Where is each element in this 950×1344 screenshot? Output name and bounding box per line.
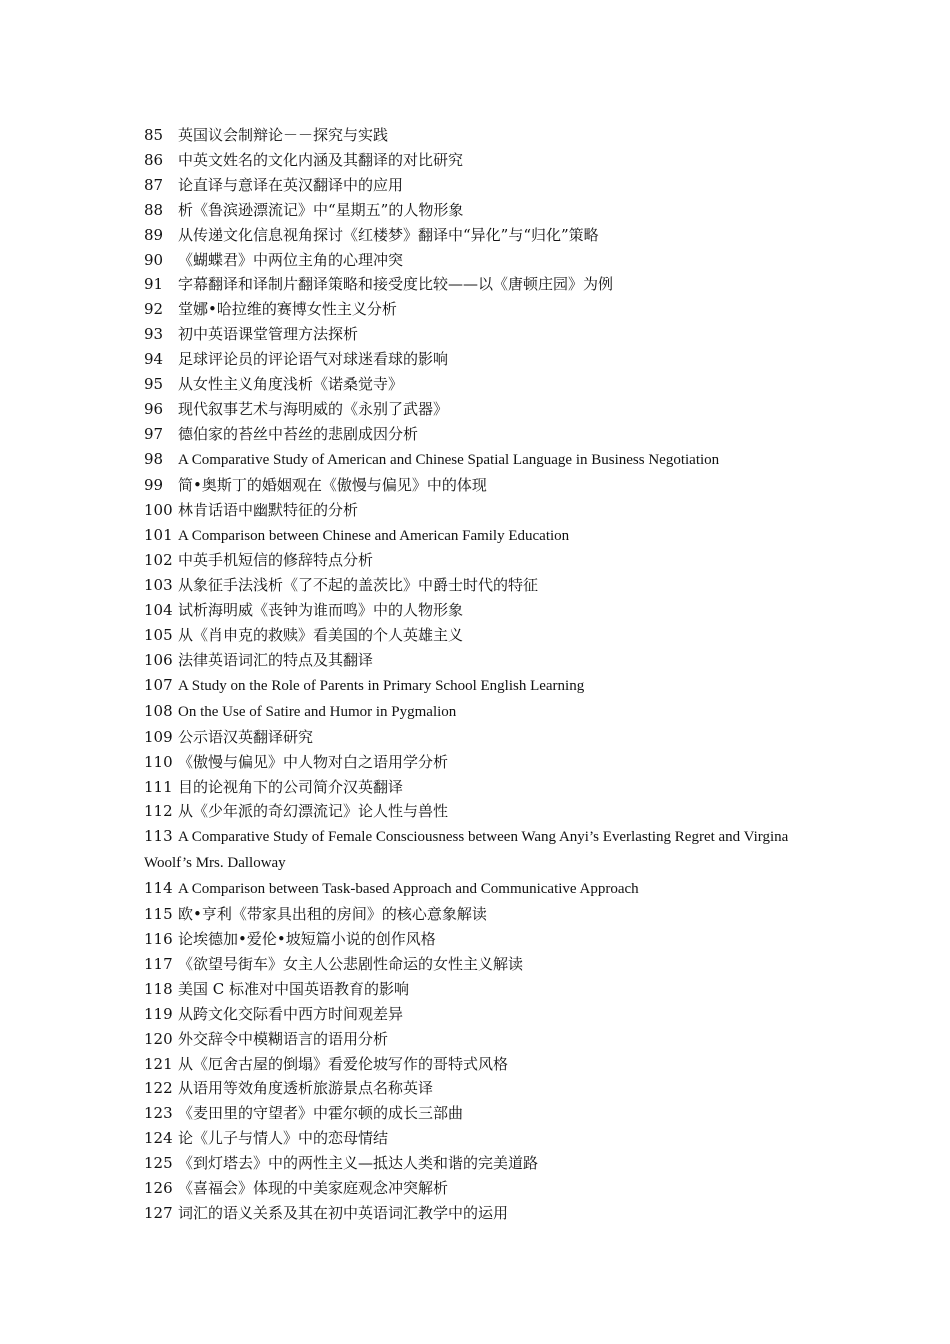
item-number: 112 [144, 802, 173, 821]
item-title: 《傲慢与偏见》中人物对白之语用学分析 [178, 752, 449, 771]
item-number: 106 [144, 651, 173, 670]
item-number: 104 [144, 601, 173, 620]
list-item [144, 123, 824, 148]
item-title: 《蝴蝶君》中两位主角的心理冲突 [178, 250, 404, 269]
item-title: 中英手机短信的修辞特点分析 [178, 551, 374, 570]
list-item [144, 902, 824, 927]
item-title: 从语用等效角度透析旅游景点名称英译 [178, 1079, 434, 1098]
list-item [144, 1052, 824, 1077]
list-item [144, 648, 824, 673]
item-title: 从跨文化交际看中西方时间观差异 [178, 1004, 404, 1023]
item-number: 114 [144, 879, 173, 898]
item-title: 从传递文化信息视角探讨《红楼梦》翻译中“异化”与“归化”策略 [178, 225, 599, 244]
item-title: 《欲望号街车》女主人公悲剧性命运的女性主义解读 [178, 954, 524, 973]
list-item [144, 699, 824, 725]
item-title: 从《少年派的奇幻漂流记》论人性与兽性 [178, 802, 449, 821]
list-item [144, 952, 824, 977]
item-number: 100 [144, 500, 173, 519]
item-title: 从女性主义角度浅析《诺桑觉寺》 [178, 375, 404, 394]
item-title: 中英文姓名的文化内涵及其翻译的对比研究 [178, 150, 464, 169]
list-item [144, 498, 824, 523]
item-title: 足球评论员的评论语气对球迷看球的影响 [178, 350, 449, 369]
list-item [144, 1126, 824, 1151]
list-item [144, 824, 824, 876]
item-number: 88 [144, 200, 164, 219]
list-item [144, 198, 824, 223]
item-title: 外交辞令中模糊语言的语用分析 [178, 1029, 389, 1048]
item-number: 99 [144, 475, 164, 494]
item-number: 92 [144, 300, 164, 319]
item-title: 初中英语课堂管理方法探析 [178, 325, 359, 344]
item-title: 堂娜•哈拉维的赛博女性主义分析 [178, 300, 397, 319]
item-number: 86 [144, 150, 164, 169]
list-item [144, 725, 824, 750]
item-number: 111 [144, 777, 173, 796]
item-title: 《喜福会》体现的中美家庭观念冲突解析 [178, 1179, 449, 1198]
list-item [144, 297, 824, 322]
list-item [144, 223, 824, 248]
item-title: 简•奥斯丁的婚姻观在《傲慢与偏见》中的体现 [178, 475, 487, 494]
item-number: 113 [144, 827, 173, 846]
item-number: 118 [144, 979, 173, 998]
item-number: 108 [144, 701, 173, 720]
list-item [144, 573, 824, 598]
list-item [144, 523, 824, 549]
item-number: 97 [144, 424, 164, 443]
item-title: 从《厄舍古屋的倒塌》看爱伦坡写作的哥特式风格 [178, 1054, 509, 1073]
item-number: 123 [144, 1104, 173, 1123]
list-item [144, 1201, 824, 1226]
item-title: 法律英语词汇的特点及其翻译 [178, 651, 374, 670]
item-number: 121 [144, 1054, 173, 1073]
item-title: 德伯家的苔丝中苔丝的悲剧成因分析 [178, 424, 419, 443]
item-number: 94 [144, 350, 164, 369]
item-number: 124 [144, 1129, 173, 1148]
item-title: 现代叙事艺术与海明威的《永别了武器》 [178, 399, 449, 418]
item-title: A Comparison between Task-based Approach and Communicative Approach [178, 881, 639, 898]
item-title: 论直译与意译在英汉翻译中的应用 [178, 175, 404, 194]
item-number: 91 [144, 275, 164, 294]
list-item [144, 598, 824, 623]
list-item [144, 775, 824, 800]
list-item [144, 623, 824, 648]
item-number: 115 [144, 905, 173, 924]
item-title: 论埃德加•爱伦•坡短篇小说的创作风格 [178, 930, 436, 948]
item-number: 117 [144, 954, 173, 973]
item-title: 词汇的语义关系及其在初中英语词汇教学中的运用 [178, 1203, 509, 1222]
item-number: 105 [144, 626, 173, 645]
item-number: 103 [144, 576, 173, 595]
item-title: 析《鲁滨逊漂流记》中“星期五”的人物形象 [178, 200, 464, 219]
item-title: 美国 C 标准对中国英语教育的影响 [178, 979, 410, 998]
item-number: 116 [144, 930, 173, 948]
item-title: 论《儿子与情人》中的恋母情结 [178, 1129, 389, 1148]
item-title: 公示语汉英翻译研究 [178, 727, 314, 746]
item-number: 101 [144, 525, 173, 544]
list-item [144, 148, 824, 173]
list-item [144, 422, 824, 447]
item-number: 127 [144, 1203, 173, 1222]
item-number: 87 [144, 175, 164, 194]
list-item [144, 1151, 824, 1176]
list-item [144, 372, 824, 397]
item-title: 英国议会制辩论－－探究与实践 [178, 126, 389, 144]
list-item [144, 799, 824, 824]
list-item [144, 927, 824, 952]
list-item [144, 397, 824, 422]
list-item [144, 248, 824, 273]
list-item [144, 876, 824, 902]
item-title: A Comparative Study of American and Chinese Spatial Language in Business Negotiation [178, 451, 720, 468]
list-item [144, 173, 824, 198]
list-item [144, 1101, 824, 1126]
list-item [144, 673, 824, 699]
item-number: 93 [144, 325, 164, 344]
list-item [144, 1076, 824, 1101]
item-title: 从《肖申克的救赎》看美国的个人英雄主义 [178, 626, 464, 645]
item-number: 102 [144, 551, 173, 570]
item-number: 98 [144, 449, 164, 468]
item-title: 目的论视角下的公司简介汉英翻译 [178, 777, 404, 796]
item-title: A Comparative Study of Female Consciousness between Wang Anyi’s Everlasting Regret and Virgina Woolf’s Mrs. Dalloway [144, 829, 789, 872]
item-title: A Comparison between Chinese and American Family Education [178, 527, 570, 544]
item-number: 119 [144, 1004, 173, 1023]
item-number: 126 [144, 1179, 173, 1198]
list-item [144, 977, 824, 1002]
item-title: 《到灯塔去》中的两性主义—抵达人类和谐的完美道路 [178, 1154, 539, 1173]
list-item [144, 548, 824, 573]
item-number: 107 [144, 675, 173, 694]
item-title: 欧•亨利《带家具出租的房间》的核心意象解读 [178, 905, 487, 924]
list-item [144, 447, 824, 473]
item-number: 125 [144, 1154, 173, 1173]
item-title: A Study on the Role of Parents in Primary School English Learning [178, 677, 585, 694]
item-number: 89 [144, 225, 164, 244]
item-number: 95 [144, 375, 164, 394]
item-number: 110 [144, 752, 173, 771]
list-item [144, 473, 824, 498]
item-number: 122 [144, 1079, 173, 1098]
item-title: 试析海明威《丧钟为谁而鸣》中的人物形象 [178, 601, 464, 620]
item-title: On the Use of Satire and Humor in Pygmalion [178, 703, 457, 720]
list-item [144, 1176, 824, 1201]
thesis-topic-list [144, 123, 824, 1226]
item-title: 林肯话语中幽默特征的分析 [178, 500, 359, 519]
list-item [144, 750, 824, 775]
list-item [144, 322, 824, 347]
item-title: 从象征手法浅析《了不起的盖茨比》中爵士时代的特征 [178, 576, 539, 595]
item-title: 字幕翻译和译制片翻译策略和接受度比较——以《唐顿庄园》为例 [178, 275, 614, 294]
item-number: 96 [144, 399, 164, 418]
list-item [144, 1002, 824, 1027]
list-item [144, 272, 824, 297]
item-number: 109 [144, 727, 173, 746]
item-title: 《麦田里的守望者》中霍尔顿的成长三部曲 [178, 1104, 464, 1123]
list-item [144, 1027, 824, 1052]
list-item [144, 347, 824, 372]
item-number: 85 [144, 126, 164, 144]
item-number: 120 [144, 1029, 173, 1048]
item-number: 90 [144, 250, 164, 269]
